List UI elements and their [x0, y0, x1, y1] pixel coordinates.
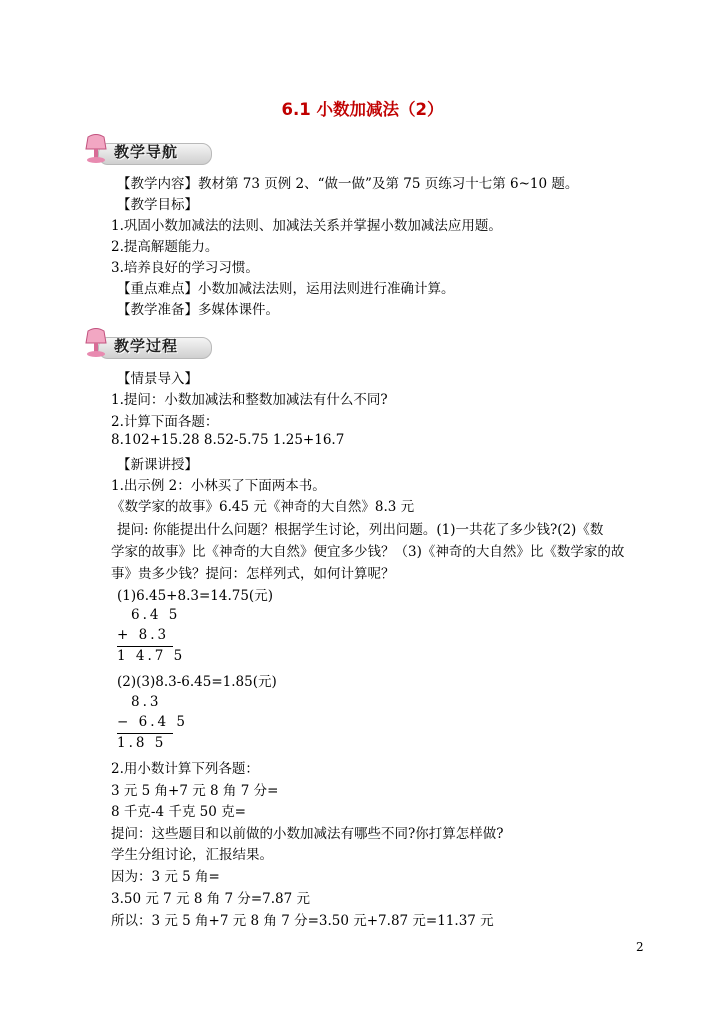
addition-result: 1 4.7 5 — [117, 648, 186, 664]
text-line: 【教学目标】 — [117, 197, 198, 213]
text-line: 所以：3 元 5 角+7 元 8 角 7 分=3.50 元+7.87 元=11.37 元 — [111, 913, 494, 929]
text-line: 2.计算下面各题： — [111, 414, 219, 430]
text-line: 【情景导入】 — [117, 371, 198, 387]
page-title: 6.1 小数加减法（2） — [281, 100, 444, 119]
text-line: 【重点难点】小数加减法法则，运用法则进行准确计算。 — [117, 281, 455, 297]
lamp-icon — [80, 133, 114, 167]
banner-label: 教学过程 — [114, 337, 179, 355]
text-line: 1.巩固小数加减法的法则、加减法关系并掌握小数加减法应用题。 — [111, 218, 502, 234]
subtraction-bottom: − 6.4 5 — [117, 714, 188, 730]
text-line: 【教学内容】教材第 73 页例 2、“做一做”及第 75 页练习十七第 6~10 题。 — [117, 176, 579, 192]
subtraction-top: 8.3 — [131, 694, 162, 710]
page-number: 2 — [636, 940, 644, 954]
subtraction-result: 1.8 5 — [117, 735, 167, 751]
text-line: 8.102+15.28 8.52-5.75 1.25+16.7 — [111, 432, 345, 448]
text-line: (1)6.45+8.3=14.75(元) — [117, 588, 273, 604]
text-line: 2.用小数计算下列各题： — [111, 761, 259, 777]
text-line: 提问: 你能提出什么问题？根据学生讨论，列出问题。(1)一共花了多少钱?(2)《数 — [117, 522, 604, 538]
text-line: 3.50 元 7 元 8 角 7 分=7.87 元 — [111, 891, 311, 907]
text-line: 提问：这些题目和以前做的小数加减法有哪些不同?你打算怎样做? — [111, 826, 504, 842]
text-line: 8 千克-4 千克 50 克= — [111, 804, 246, 820]
addition-top: 6.4 5 — [131, 607, 181, 623]
addition-bottom: + 8.3 — [117, 627, 170, 643]
text-line: 《数学家的故事》6.45 元《神奇的大自然》8.3 元 — [111, 499, 415, 515]
addition-rule — [117, 646, 173, 647]
section-banner-process — [80, 327, 212, 361]
text-line: 3.培养良好的学习习惯。 — [111, 260, 259, 276]
text-line: 3 元 5 角+7 元 8 角 7 分= — [111, 783, 279, 799]
text-line: 2.提高解题能力。 — [111, 239, 219, 255]
text-line: 事》贵多少钱？提问：怎样列式，如何计算呢？ — [111, 566, 395, 582]
banner-label: 教学导航 — [114, 143, 179, 161]
text-line: 【教学准备】多媒体课件。 — [117, 302, 279, 318]
text-line: 1.出示例 2：小林买了下面两本书。 — [111, 478, 326, 494]
text-line: 【新课讲授】 — [117, 457, 198, 473]
text-line: (2)(3)8.3-6.45=1.85(元) — [117, 674, 277, 690]
text-line: 学家的故事》比《神奇的大自然》便宜多少钱？（3)《神奇的大自然》比《数学家的故 — [111, 544, 625, 560]
section-banner-nav — [80, 133, 212, 167]
text-line: 1.提问：小数加减法和整数加减法有什么不同? — [111, 392, 388, 408]
lamp-icon — [80, 327, 114, 361]
subtraction-rule — [117, 733, 173, 734]
text-line: 因为：3 元 5 角= — [111, 869, 220, 885]
text-line: 学生分组讨论，汇报结果。 — [111, 847, 273, 863]
